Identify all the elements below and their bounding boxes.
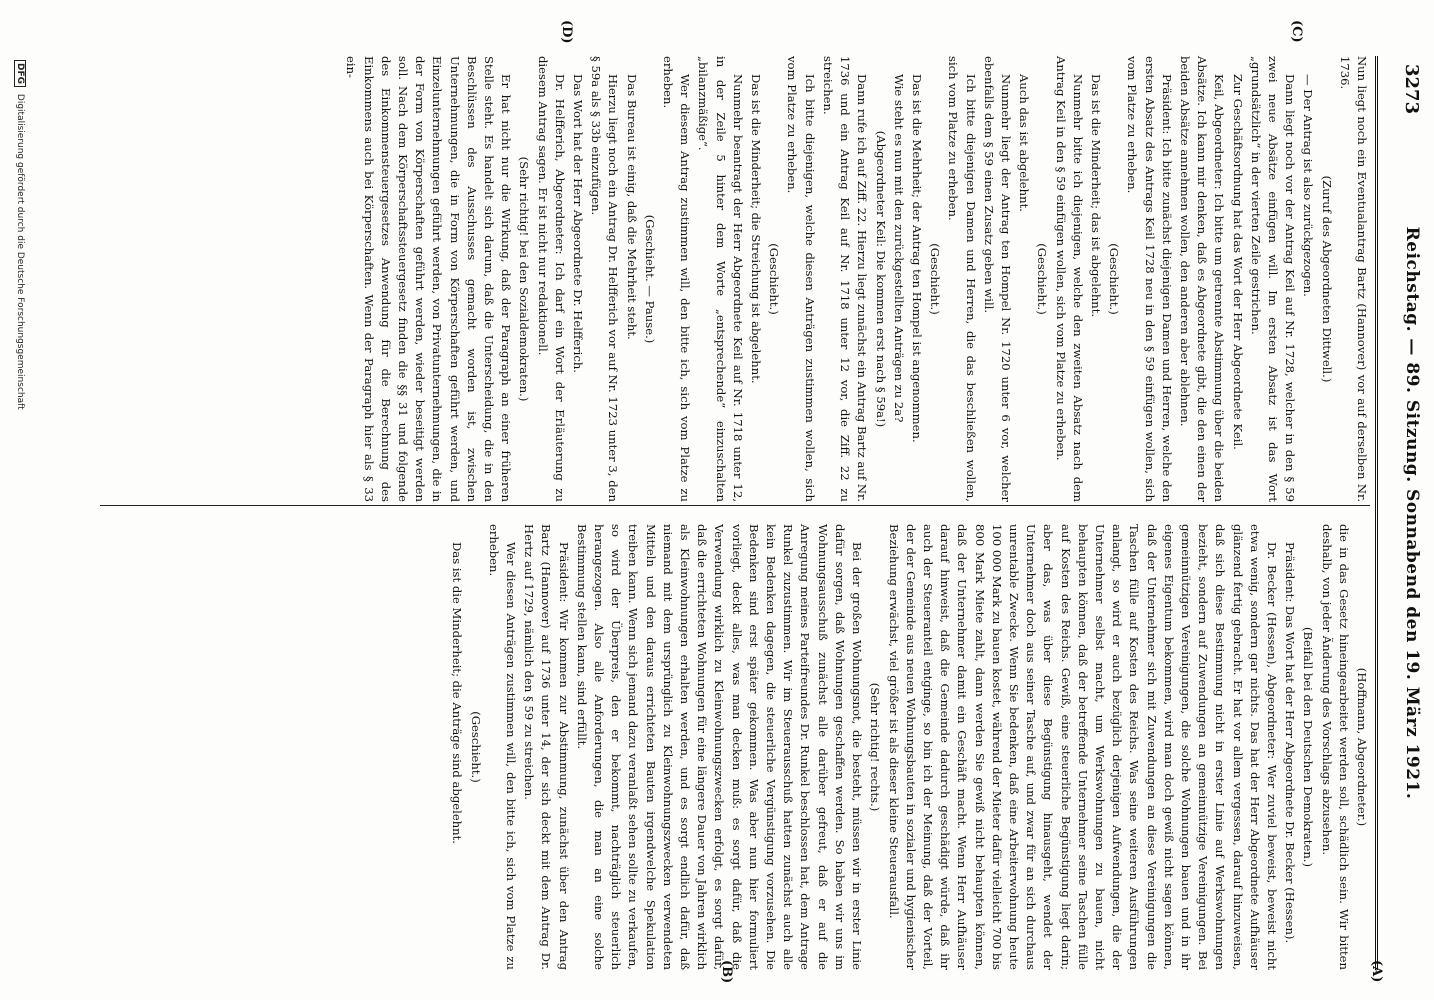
margin-mark-b: (B) [719, 960, 734, 984]
interjection: (Zuruf des Abgeordneten Dittwell.) [1319, 175, 1334, 383]
paragraph: — Der Antrag ist also zurückgezogen. [1301, 74, 1316, 297]
paragraph: Das Bureau ist einig, daß die Mehrheit steht. [624, 74, 639, 340]
interjection: (Sehr richtig! rechts.) [868, 682, 883, 812]
paragraph: Das Wort hat der Herr Abgeordnete Dr. Helfferich. [571, 74, 586, 373]
paragraph: Nun liegt noch ein Eventualantrag Bartz (Hannover) vor auf derselben Nr. 1736. [1337, 56, 1369, 502]
paragraph: Präsident: Ich bitte zunächst diejenigen Damen und Herren, welche den ersten Absatz des Antrags Keil 1728 neu in den § 59 einfügen wollen, sich vom Platze zu erheben. [1125, 56, 1174, 502]
page-title: Reichstag. — 89. Sitzung. Sonnabend den 19. März 1921. [1402, 226, 1422, 800]
footer [14, 60, 26, 410]
paragraph: Dann rufe ich auf Ziff. 22. Hierzu liegt zunächst ein Antrag Bartz auf Nr. 1736 und ein Antrag Keil auf Nr. 1718 unter 12 vor, die Ziff. 22 zu streichen. [820, 56, 870, 502]
interjection: (Geschieht.) [928, 243, 943, 315]
paragraph: Ich bitte diejenigen, welche diesen Anträgen zustimmen wollen, sich vom Platze zu erheben. [785, 56, 817, 502]
paragraph: Das ist die Minderheit; das ist abgelehnt. [1088, 74, 1103, 318]
paragraph: Nunmehr beantragt der Herr Abgeordnete Keil auf Nr. 1718 unter 12, in der Zeile 5 hinter dem Worte „entsprechende“ einzuschalten „bilanzmäßige“. [696, 56, 745, 502]
interjection: (Abgeordneter Keil: Die kommen erst nach § 59a!) [873, 130, 888, 428]
paragraph: Das ist die Mehrheit; der Antrag ten Hompel ist angenommen. [909, 74, 924, 443]
margin-mark-c: (C) [1289, 20, 1304, 43]
paragraph: Nunmehr bitte ich diejenigen, welche den zweiten Absatz nach dem Antrag Keil in den § 59 einfügen wollen, sich vom Platze zu erheben. [1053, 56, 1085, 502]
speaker-note: (Hoffmann, Abgeordneter.) [1355, 667, 1369, 827]
paragraph: Auch das ist abgelehnt. [1017, 74, 1032, 212]
paragraph: Dr. Becker (Hessen), Abgeordneter: Wer zuviel beweist, beweist nicht etwa wenig, sondern gar nichts. Das hat der Herr Abgeordnete Aufhäuser glänzend fertig gebracht. Er hat vor allem vergessen, darauf hinzuweisen, daß sich diese Bestimmung nicht in erster Linie auf Werkswohnungen bezieht, sondern auf Zuwendungen an gemeinnützige Vereinigungen. Bei gemeinnützigen Vereinigungen, die solche Wohnungen bauen und in ihr eigenes Eigentum bekommen, wird man doch gewiß nicht sagen können, daß der Unternehmer sich mit Zuwendungen an diese Vereinigungen die Taschen fülle auf Kosten des Reichs. Was seine weiteren Ausführungen anlangt, so wird er auch bezüglich derjenigen Aufwendungen, die der Unternehmer selbst macht, um Werkswohnungen zu bauen, nicht behaupten können, daß der betreffende Unternehmer seine Taschen fülle auf Kosten des Reichs. Gewiß, eine steuerliche Begünstigung liegt darin; aber das, was über diese Begünstigung hinausgeht, wendet der Unternehmer doch aus seiner Tasche auf, und zwar für an sich durchaus unrentable Zwecke. Wenn Sie bedenken, daß eine Arbeiterwohnung heute 100 000 Mark zu bauen kostet, während der Mieter dafür vielleicht 700 bis 800 Mark Miete zahlt, dann werden Sie gewiß nicht behaupten können, daß der Unternehmer damit ein Geschäft macht. Wenn Herr Aufhäuser darauf hinweist, daß die Gemeinde dadurch geschädigt würde, daß ihr auch der Steueranteil entginge, so bin ich der Meinung, daß der Vorteil, der der Gemeinde aus neuen Wohnungsbauten in sozialer und hygienischer Beziehung erwächst, viel größer ist als dieser kleine Steuerausfall. [886, 524, 1279, 970]
paragraph: Wie steht es nun mit den zurückgestellten Anträgen zu 2a? [891, 74, 906, 423]
page-number: 3273 [1401, 64, 1422, 115]
paragraph: Wer diesem Antrag zustimmen will, den bitte ich, sich vom Platze zu erheben. [661, 56, 693, 502]
interjection: (Geschieht.) [767, 243, 782, 315]
dfg-logo: DFG [14, 60, 26, 87]
footer-text: Digitalisierung gefördert durch die Deutsche Forschungsgemeinschaft [15, 93, 25, 410]
margin-mark-a: (A) [1369, 960, 1384, 983]
column-divider [100, 505, 1370, 506]
paragraph: Er hat nicht nur die Wirkung, daß der Paragraph an einer früheren Stelle steht. Es handelt sich darum, daß die Unterscheidung, die in den Beschlüssen des Ausschusses gemacht worden ist, zwischen Unternehmungen, die in Form von Körperschaften geführt werden, und Einzelunternehmungen geführt werden, von Privatunternehmungen, die in der Form von Körperschaften geführt werden, wieder beseitigt werden soll. Nach dem Körperschaftssteuergesetz finden die §§ 31 und folgende des Einkommensteuergesetzes Anwendung für die Berechnung des Einkommens auch bei Körperschaften. Wenn der Paragraph hier als § 33 ein- [344, 56, 514, 502]
paragraph: Keil, Abgeordneter: Ich bitte um getrennte Abstimmung über die beiden Absätze. Ich kann mir denken, daß es Abgeordnete gibt, die den einen der beiden Absätze annehmen wollen, den anderen aber ablehnen. [1177, 56, 1227, 502]
interjection: (Geschieht. — Pause.) [642, 214, 657, 344]
paragraph: Nunmehr liegt der Antrag ten Hompel Nr. 1720 unter 6 vor, welcher ebenfalls dem § 59 einen Zusatz geben will. [981, 56, 1013, 502]
paragraph: Präsident: Wir kommen zur Abstimmung, zunächst über den Antrag Bartz (Hannover) auf 1736 unter 14, der sich deckt mit dem Antrag Dr. Hertz auf 1729, nämlich den § 59 zu streichen. [522, 524, 571, 970]
paragraph: Das ist die Minderheit; die Streichung ist abgelehnt. [749, 74, 764, 384]
paragraph: Wer diesen Anträgen zustimmen will, den bitte ich, sich vom Platze zu erheben. [486, 524, 519, 970]
interjection: (Beifall bei den Deutschen Demokraten.) [1301, 626, 1316, 868]
paragraph: Ich bitte diejenigen Damen und Herren, die das beschließen wollen, sich vom Platze zu erheben. [946, 56, 978, 502]
paragraph: Präsident: Das Wort hat der Herr Abgeordnete Dr. Becker (Hessen). [1283, 542, 1298, 944]
interjection: (Geschieht.) [468, 711, 483, 783]
column-right-page-text [341, 56, 1370, 502]
interjection: (Geschieht.) [1107, 243, 1122, 315]
paragraph: Das ist die Minderheit; die Anträge sind abgelehnt. [450, 542, 465, 844]
page-header [1375, 56, 1424, 970]
interjection: (Sehr richtig! bei den Sozialdemokraten.) [517, 156, 532, 402]
paragraph: Zur Geschäftsordnung hat das Wort der Herr Abgeordnete Keil. [1230, 74, 1245, 450]
paragraph: Hierzu liegt noch ein Antrag Dr. Helfferich vor auf Nr. 1723 unter 3, den § 59a als § 33b einzufügen. [589, 56, 621, 502]
column-left-page-text [447, 524, 1370, 970]
paragraph: die in das Gesetz hineingearbeitet werden soll, schädlich sein. Wir bitten deshalb, von jeder Änderung des Vorschlags abzusehen. [1319, 524, 1351, 970]
paragraph: Dr. Helfferich, Abgeordneter: Ich darf ein Wort der Erläuterung zu diesem Antrag sagen. Er ist nicht nur redaktionell. [535, 56, 567, 502]
margin-mark-d: (D) [559, 20, 574, 44]
paragraph: Bei der großen Wohnungsnot, die besteht, müssen wir in erster Linie dafür sorgen, daß Wohnungen geschaffen werden. So haben wir uns im Wohnungsausschuß zunächst alle darüber gefreut, daß er auf die Anregung meines Parteifreundes Dr. Runkel beschlossen hat, dem Antrage Runkel zuzustimmen. Wir im Steuerausschuß hatten zunächst auch alle kein Bedenken dagegen, die steuerliche Vergünstigung vorzusehen. Die Bedenken sind erst später gekommen. Was aber nun hier formuliert vorliegt, deckt alles, was man decken muß: es sorgt dafür, daß die Verwendung wirklich zu Kleinwohnungszwecken erfolgt, es sorgt dafür, daß die errichteten Wohnungen für eine längere Dauer von Jahren wirklich als Kleinwohnungen erhalten werden, und es sorgt endlich dafür, daß niemand mit dem ursprünglich zu Kleinwohnungszwecken verwendeten Mitteln und den daraus errichteten Bauten irgendwelche Spekulation treiben kann. Wenn sich jemand dazu veranlaßt sehen sollte zu verkaufen, so wird der Überpreis, den er bekommt, nachträglich steuerlich herangezogen. Also alle Anforderungen, die man an eine solche Bestimmung stellen kann, sind erfüllt. [574, 524, 865, 970]
interjection: (Geschieht.) [1035, 243, 1050, 315]
paragraph: Dann liegt noch vor der Antrag Keil auf Nr. 1728, welcher in den § 59 zwei neue Absätze einfügen will. Im ersten Absatz ist das Wort „grundsätzlich“ in der vierten Zeile gestrichen. [1248, 56, 1298, 502]
